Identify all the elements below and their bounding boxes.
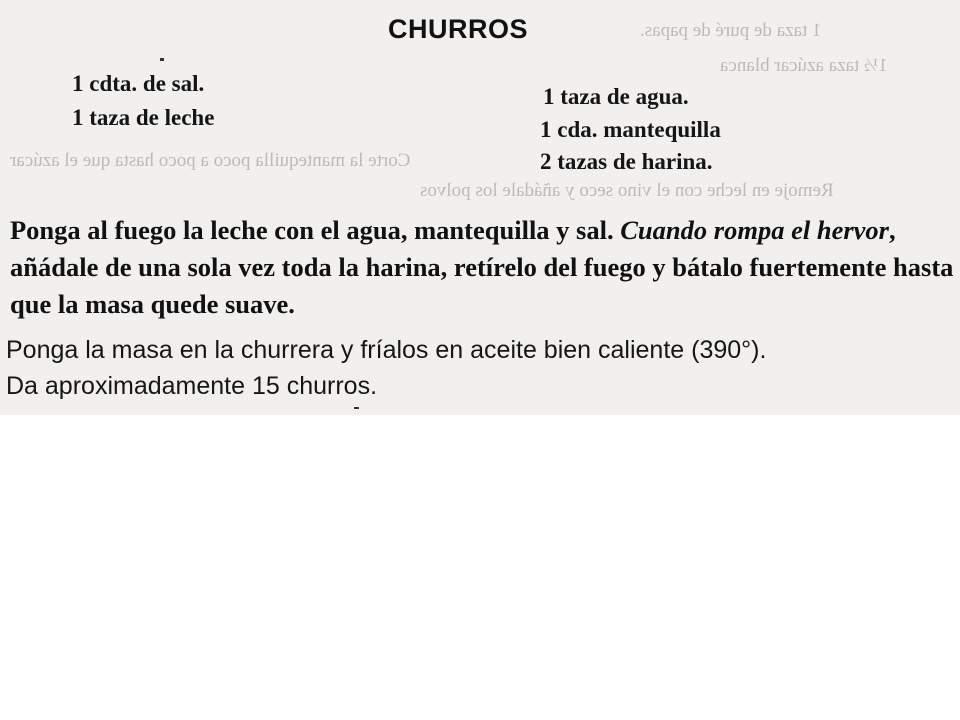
instructions-text: Ponga al fuego la leche con el agua, mantequilla y sal. [10, 215, 621, 245]
ingredient-line: 2 tazas de harina. [540, 149, 713, 174]
recipe-title: CHURROS [388, 14, 529, 44]
instructions-paragraph [10, 212, 955, 323]
instructions-text: , añádale de una sola vez toda la harina, retírelo del fuego y bátalo fuertemente hasta que la masa quede suave. [10, 215, 954, 319]
ingredient-line: 1 taza de agua. [543, 84, 689, 109]
yield-line: Da aproximadamente 15 churros. [6, 372, 378, 400]
dust-speck [160, 58, 164, 61]
show-through-line: 1 taza de puré de papas. [640, 20, 822, 41]
ingredient-line: 1 cdta. de sal. [72, 71, 205, 96]
show-through-line: 1½ taza azúcar blanca [720, 55, 888, 76]
ingredient-line: 1 taza de leche [72, 105, 215, 130]
instructions-italic-text: Cuando rompa el hervor [620, 215, 889, 245]
ingredient-line: 1 cda. mantequilla [540, 117, 721, 142]
show-through-line: Remoje en leche con el vino seco y añádale los polvos [420, 180, 834, 201]
frying-instruction: Ponga la masa en la churrera y fríalos en aceite bien caliente (390°). [6, 336, 767, 364]
show-through-line: Corte la mantequilla poco a poco hasta que el azúcar [10, 150, 411, 171]
dust-speck [354, 407, 359, 409]
